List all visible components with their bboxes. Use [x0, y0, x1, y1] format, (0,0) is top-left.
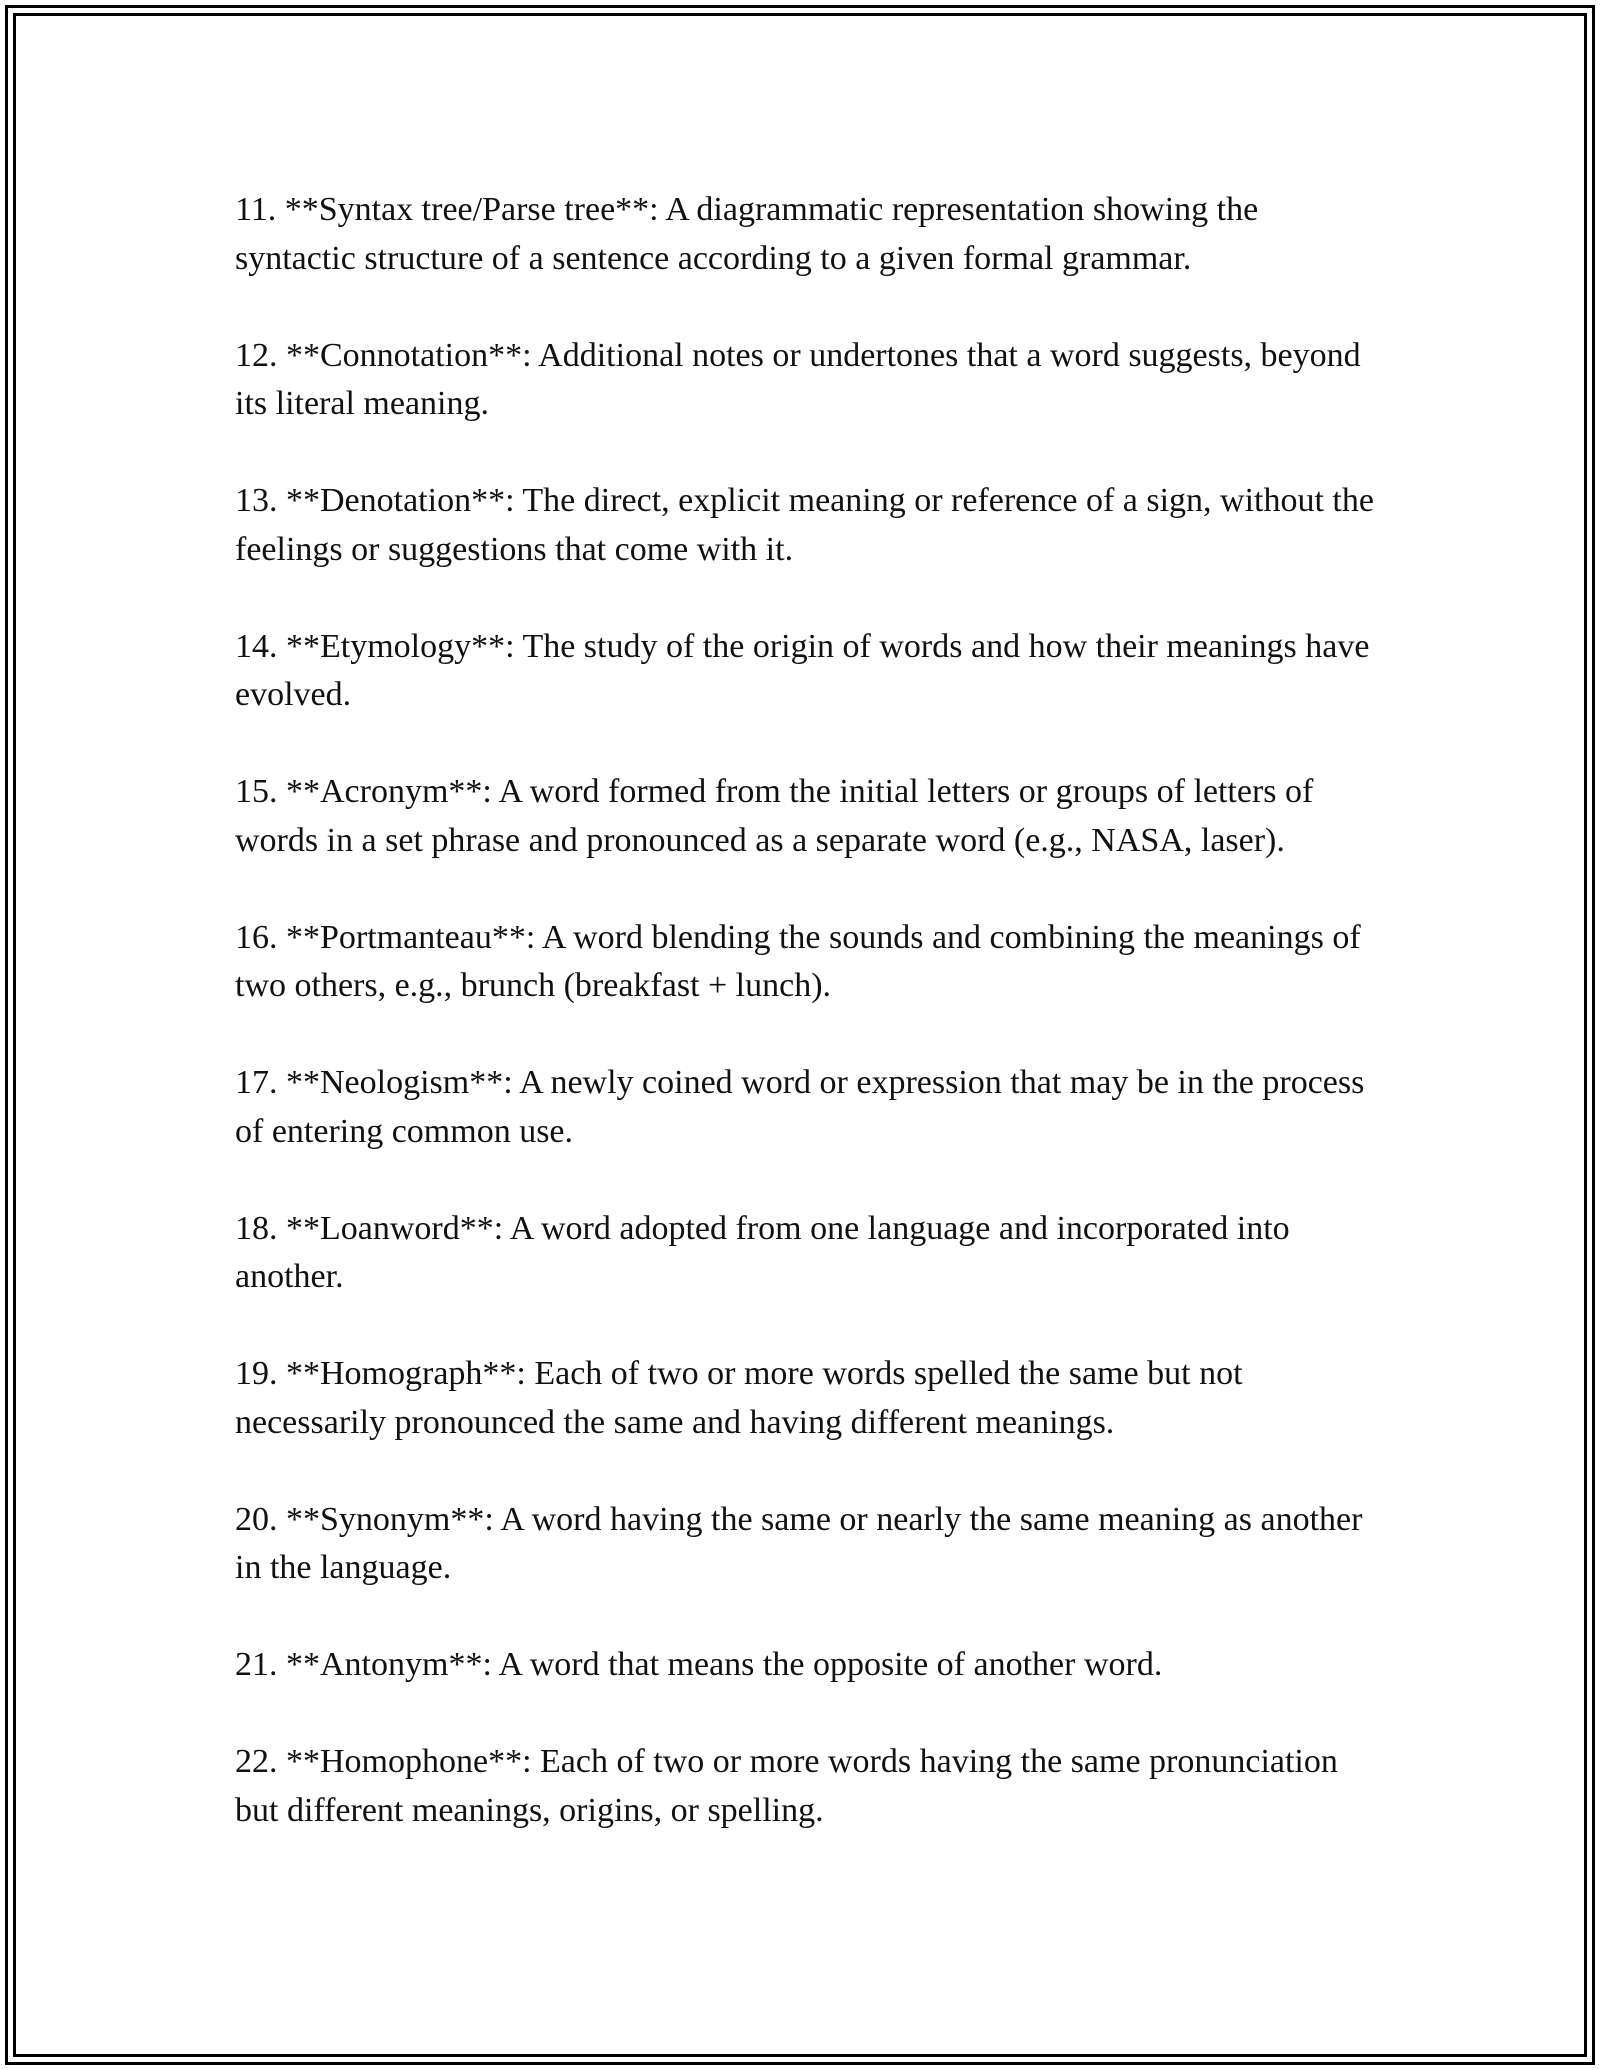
- glossary-entry-homophone: 22. **Homophone**: Each of two or more words having the same pronunciation but different meanings, origins, or spelling.: [235, 1743, 1338, 1829]
- glossary-list: [235, 186, 1385, 1884]
- glossary-entry-loanword: 18. **Loanword**: A word adopted from one language and incorporated into another.: [235, 1209, 1290, 1295]
- glossary-entry-neologism: 17. **Neologism**: A newly coined word or expression that may be in the process of entering common use.: [235, 1064, 1365, 1150]
- glossary-entry-synonym: 20. **Synonym**: A word having the same or nearly the same meaning as another in the language.: [235, 1500, 1363, 1586]
- glossary-entry-denotation: 13. **Denotation**: The direct, explicit meaning or reference of a sign, without the feelings or suggestions that come with it.: [235, 482, 1374, 568]
- glossary-entry-acronym: 15. **Acronym**: A word formed from the initial letters or groups of letters of words in a set phrase and pronounced as a separate word (e.g., NASA, laser).: [235, 773, 1314, 859]
- glossary-entry-portmanteau: 16. **Portmanteau**: A word blending the sounds and combining the meanings of two others, e.g., brunch (breakfast + lunch).: [235, 918, 1361, 1004]
- glossary-entry-syntax-tree: 11. **Syntax tree/Parse tree**: A diagrammatic representation showing the syntactic structure of a sentence according to a given formal grammar.: [235, 191, 1259, 277]
- glossary-entry-antonym: 21. **Antonym**: A word that means the opposite of another word.: [235, 1646, 1163, 1683]
- glossary-entry-connotation: 12. **Connotation**: Additional notes or undertones that a word suggests, beyond its literal meaning.: [235, 336, 1361, 422]
- glossary-entry-etymology: 14. **Etymology**: The study of the origin of words and how their meanings have evolved.: [235, 627, 1370, 713]
- glossary-entry-homograph: 19. **Homograph**: Each of two or more words spelled the same but not necessarily pronounced the same and having different meanings.: [235, 1355, 1243, 1441]
